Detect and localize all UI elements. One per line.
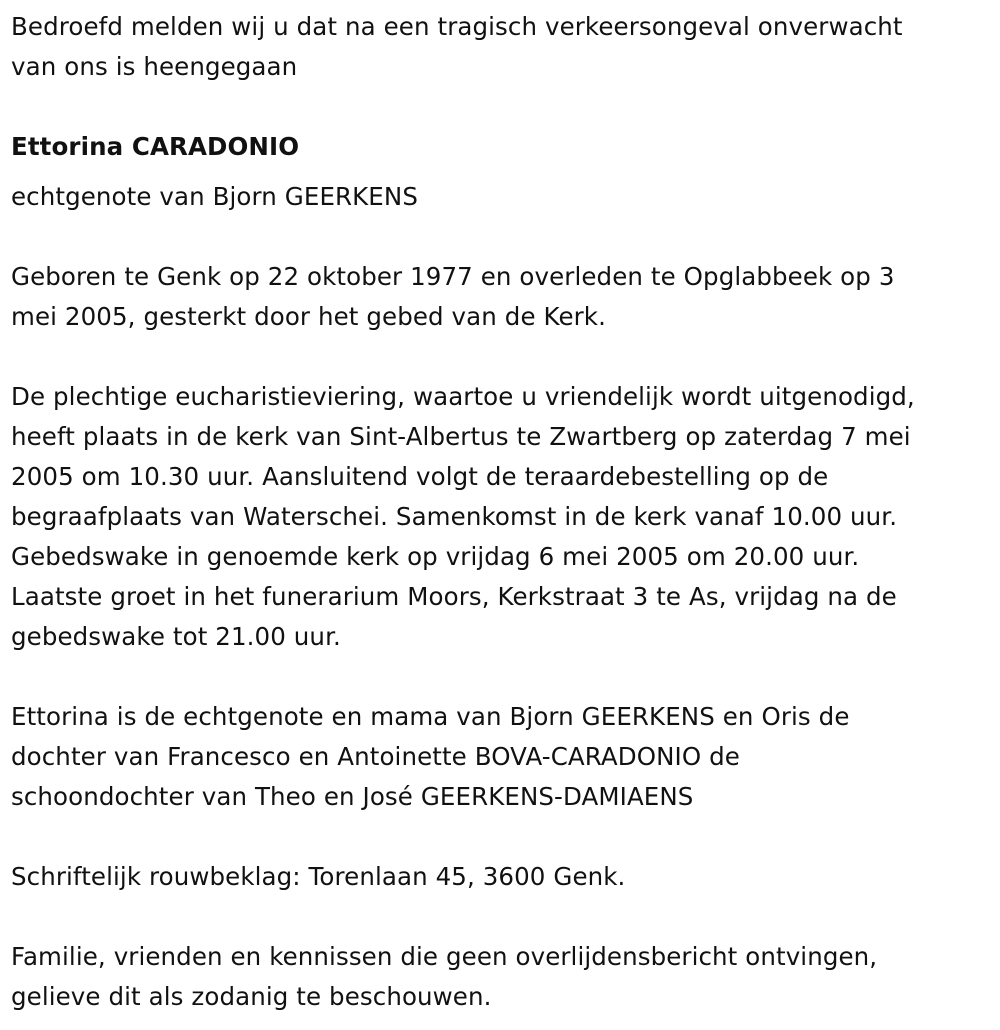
ceremony-text: De plechtige eucharistieviering, waartoe u vriendelijk wordt uitgenodigd, heeft plaats in de kerk van Sint-Albertus te Zwartberg op zaterdag 7 mei 2005 om 10.30 uur. Aansluitend volgt de teraardebestelling op de begraafplaats van Waterschei. Samenkomst in de kerk vanaf 10.00 uur. Gebedswake in genoemde kerk op vrijdag 6 mei 2005 om 20.00 uur. Laatste groet in het funerarium Moors, Kerkstraat 3 te As, vrijdag na de gebedswake tot 21.00 uur. — [11, 382, 915, 651]
deceased-name: Ettorina CARADONIO — [11, 132, 300, 161]
closing-text: Familie, vrienden en kennissen die geen overlijdensbericht ontvingen, gelieve dit als zodanig te beschouwen. — [11, 942, 878, 1011]
intro-text: Bedroefd melden wij u dat na een tragisch verkeersongeval onverwacht van ons is heengegaan — [11, 12, 903, 81]
family-text: Ettorina is de echtgenote en mama van Bjorn GEERKENS en Oris de dochter van Francesco en Antoinette BOVA-CARADONIO de schoondochter van Theo en José GEERKENS-DAMIAENS — [11, 702, 850, 811]
birth-death-text: Geboren te Genk op 22 oktober 1977 en overleden te Opglabbeek op 3 mei 2005, gesterkt door het gebed van de Kerk. — [11, 262, 895, 331]
condolences-text: Schriftelijk rouwbeklag: Torenlaan 45, 3600 Genk. — [11, 862, 626, 891]
deceased-block — [11, 127, 989, 217]
spouse-relation: echtgenote van Bjorn GEERKENS — [11, 182, 418, 211]
